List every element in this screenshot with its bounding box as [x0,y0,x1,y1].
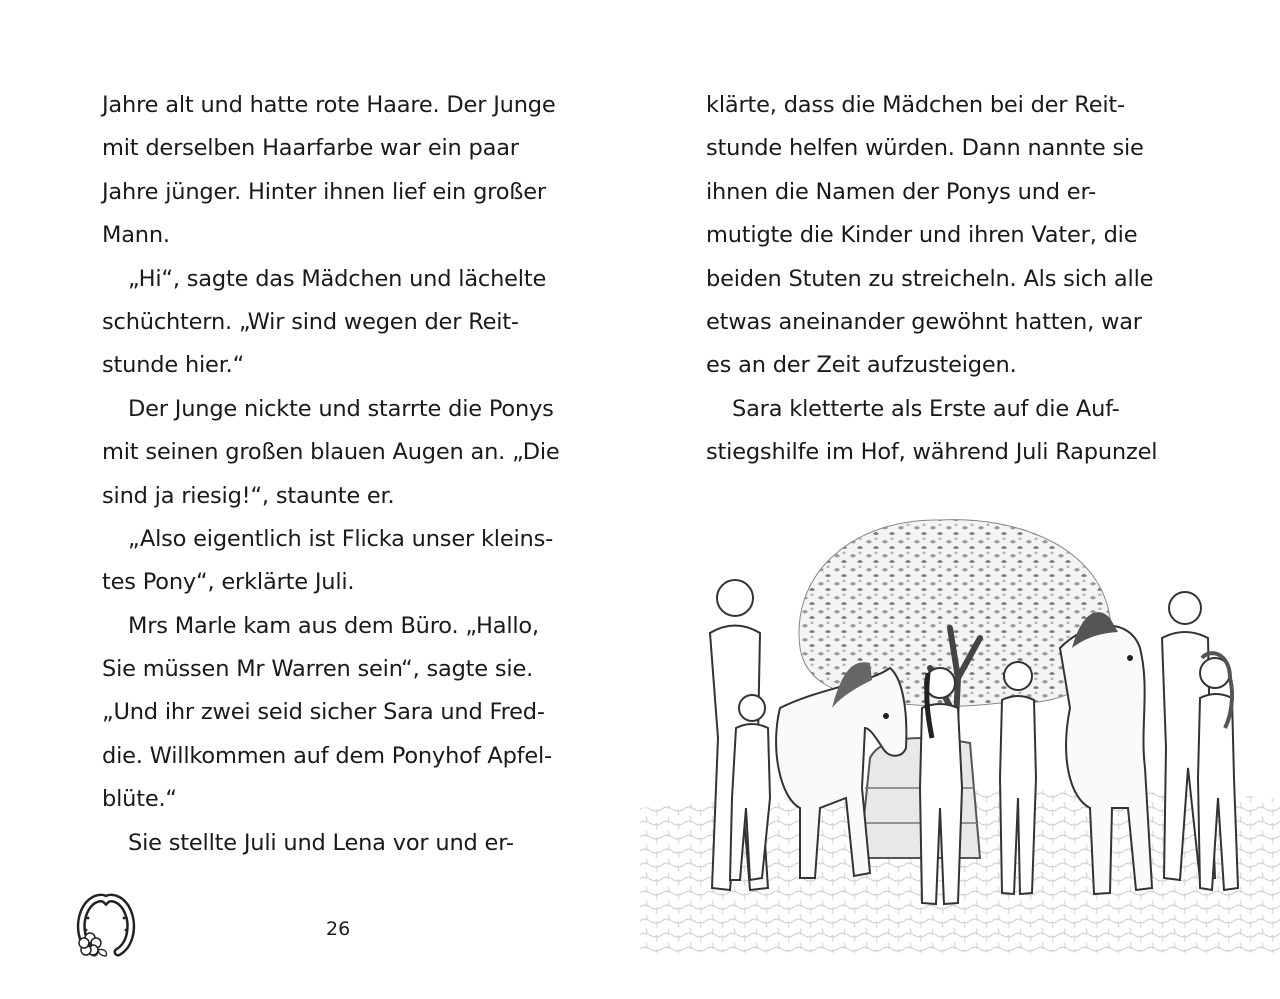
text-line: „Also eigentlich ist Flicka unser kleins- [128,525,554,552]
text-line: klärte, dass die Mädchen bei der Reit- [706,92,1125,118]
text-line: stunde hier.“ [102,352,245,379]
text-line: mutigte die Kinder und ihren Vater, die [706,222,1138,249]
text-line: mit seinen großen blauen Augen an. „Die [102,439,560,466]
text-line: Sie stellte Juli und Lena vor und er- [128,829,514,856]
text-line: „Hi“, sagte das Mädchen und lächelte [128,265,547,292]
text-line: Jahre jünger. Hinter ihnen lief ein großer [102,178,546,205]
page-number: 26 [326,918,351,940]
text-line: Mrs Marle kam aus dem Büro. „Hallo, [128,612,539,639]
text-line: „Und ihr zwei seid sicher Sara und Fred- [102,699,545,726]
text-line: Der Junge nickte und starrte die Ponys [128,395,554,422]
text-line: stiegshilfe im Hof, während Juli Rapunzel [706,439,1158,466]
text-line: ihnen die Namen der Ponys und er- [706,178,1096,205]
text-line: Sara kletterte als Erste auf die Auf- [732,395,1120,422]
right-page-text [706,84,1156,475]
text-line: die. Willkommen auf dem Ponyhof Apfel- [102,742,553,769]
text-line: tes Pony“, erklärte Juli. [102,569,355,596]
stable-yard-illustration [640,508,1280,953]
text-line: etwas aneinander gewöhnt hatten, war [706,308,1142,335]
text-line: sind ja riesig!“, staunte er. [102,482,395,509]
text-line: Sie müssen Mr Warren sein“, sagte sie. [102,656,534,683]
text-line: es an der Zeit aufzusteigen. [706,352,1017,379]
text-line: mit derselben Haarfarbe war ein paar [102,135,519,162]
text-line: Mann. [102,222,170,249]
left-page-text [102,84,560,865]
text-line: blüte.“ [102,786,177,813]
text-line: beiden Stuten zu streicheln. Als sich alle [706,265,1154,292]
text-line: stunde helfen würden. Dann nannte sie [706,135,1144,162]
text-line: Jahre alt und hatte rote Haare. Der Junge [102,92,556,118]
horseshoe-flower-icon [74,892,138,958]
text-line: schüchtern. „Wir sind wegen der Reit- [102,308,519,335]
